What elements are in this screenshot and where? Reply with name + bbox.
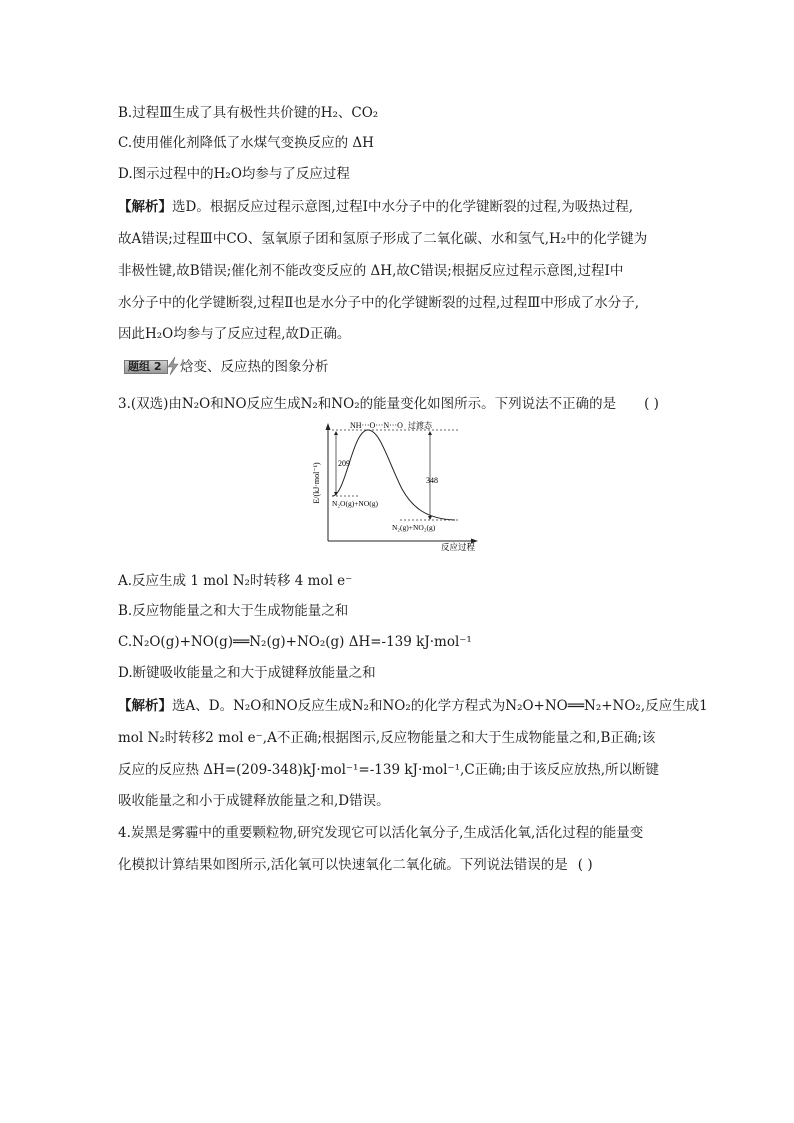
x-axis-label: 反应过程 [440, 542, 476, 551]
q4-stem-line-1: 4.炭黑是雾霾中的重要颗粒物,研究发现它可以活化氧分子,生成活化氧,活化过程的能量变 [118, 825, 644, 841]
reactants-label: N₂O(g)+NO(g) [332, 499, 378, 508]
q3-option-d: D.断键吸收能量之和大于成键释放能量之和 [118, 665, 376, 681]
analysis-tag: 【解析】 [118, 698, 172, 714]
q2-analysis-line-2: 故A错误;过程Ⅲ中CO、氢氧原子团和氢原子形成了二氧化碳、水和氢气,H₂中的化学键为 [118, 231, 648, 247]
energy-diagram [310, 421, 480, 551]
q4-stem-line-2: 化模拟计算结果如图所示,活化氧可以快速氧化二氧化硫。下列说法错误的是 ( ) [118, 857, 593, 873]
answer-blank: ( ) [644, 396, 659, 412]
y-axis-label: E/(kJ·mol⁻¹) [312, 462, 321, 504]
q3-option-b: B.反应物能量之和大于生成物能量之和 [118, 603, 349, 619]
group-badge [124, 360, 174, 374]
transition-state-species: NH···O···N···O [350, 421, 403, 430]
q2-option-c: C.使用催化剂降低了水煤气变换反应的 ΔH [118, 135, 374, 151]
q3-analysis-line-1: 【解析】选A、D。N₂O和NO反应生成N₂和NO₂的化学方程式为N₂O+NO══N₂+NO₂,反应生成1 [118, 698, 708, 714]
q2-analysis-line-3: 非极性键,故B错误;催化剂不能改变反应的 ΔH,故C错误;根据反应过程示意图,过程Ⅰ中 [118, 263, 624, 279]
y-axis-arrow [326, 423, 331, 430]
q3-analysis-line-3: 反应的反应热 ΔH=(209-348)kJ·mol⁻¹=-139 kJ·mol⁻¹,C正确;由于该反应放热,所以断键 [118, 762, 659, 778]
q3-analysis-line-4: 吸收能量之和小于成键释放能量之和,D错误。 [118, 793, 390, 809]
q2-option-b: B.过程Ⅲ生成了具有极性共价键的H₂、CO₂ [118, 105, 379, 121]
q3-analysis-line-2: mol N₂时转移2 mol e⁻,A不正确;根据图示,反应物能量之和大于生成物能量之和,B正确;该 [118, 730, 656, 746]
ea-forward-value: 209 [338, 459, 350, 468]
q2-analysis-line-4: 水分子中的化学键断裂,过程Ⅱ也是水分子中的化学键断裂的过程,过程Ⅲ中形成了水分子, [118, 295, 640, 311]
group-title: 焓变、反应热的图象分析 [180, 359, 329, 375]
analysis-tag: 【解析】 [118, 199, 172, 215]
q3-option-a: A.反应生成 1 mol N₂时转移 4 mol e⁻ [118, 573, 353, 589]
ea-reverse-value: 348 [426, 476, 438, 485]
q2-analysis-line-1: 【解析】选D。根据反应过程示意图,过程Ⅰ中水分子中的化学键断裂的过程,为吸热过程, [118, 199, 634, 215]
transition-state-label: 过渡态 [408, 421, 432, 430]
answer-blank: ( ) [577, 857, 593, 873]
q3-stem: 3.(双选)由N₂O和NO反应生成N₂和NO₂的能量变化如图所示。下列说法不正确的是 ( ) [118, 396, 659, 412]
lightning-icon [166, 357, 180, 375]
q2-option-d: D.图示过程中的H₂O均参与了反应过程 [118, 166, 350, 182]
products-label: N₂(g)+NO₂(g) [392, 523, 436, 532]
group-badge-label: 题组 2 [128, 360, 162, 373]
q2-analysis-line-5: 因此H₂O均参与了反应过程,故D正确。 [118, 326, 351, 342]
q3-option-c: C.N₂O(g)+NO(g)══N₂(g)+NO₂(g) ΔH=-139 kJ·mol⁻¹ [118, 634, 472, 650]
